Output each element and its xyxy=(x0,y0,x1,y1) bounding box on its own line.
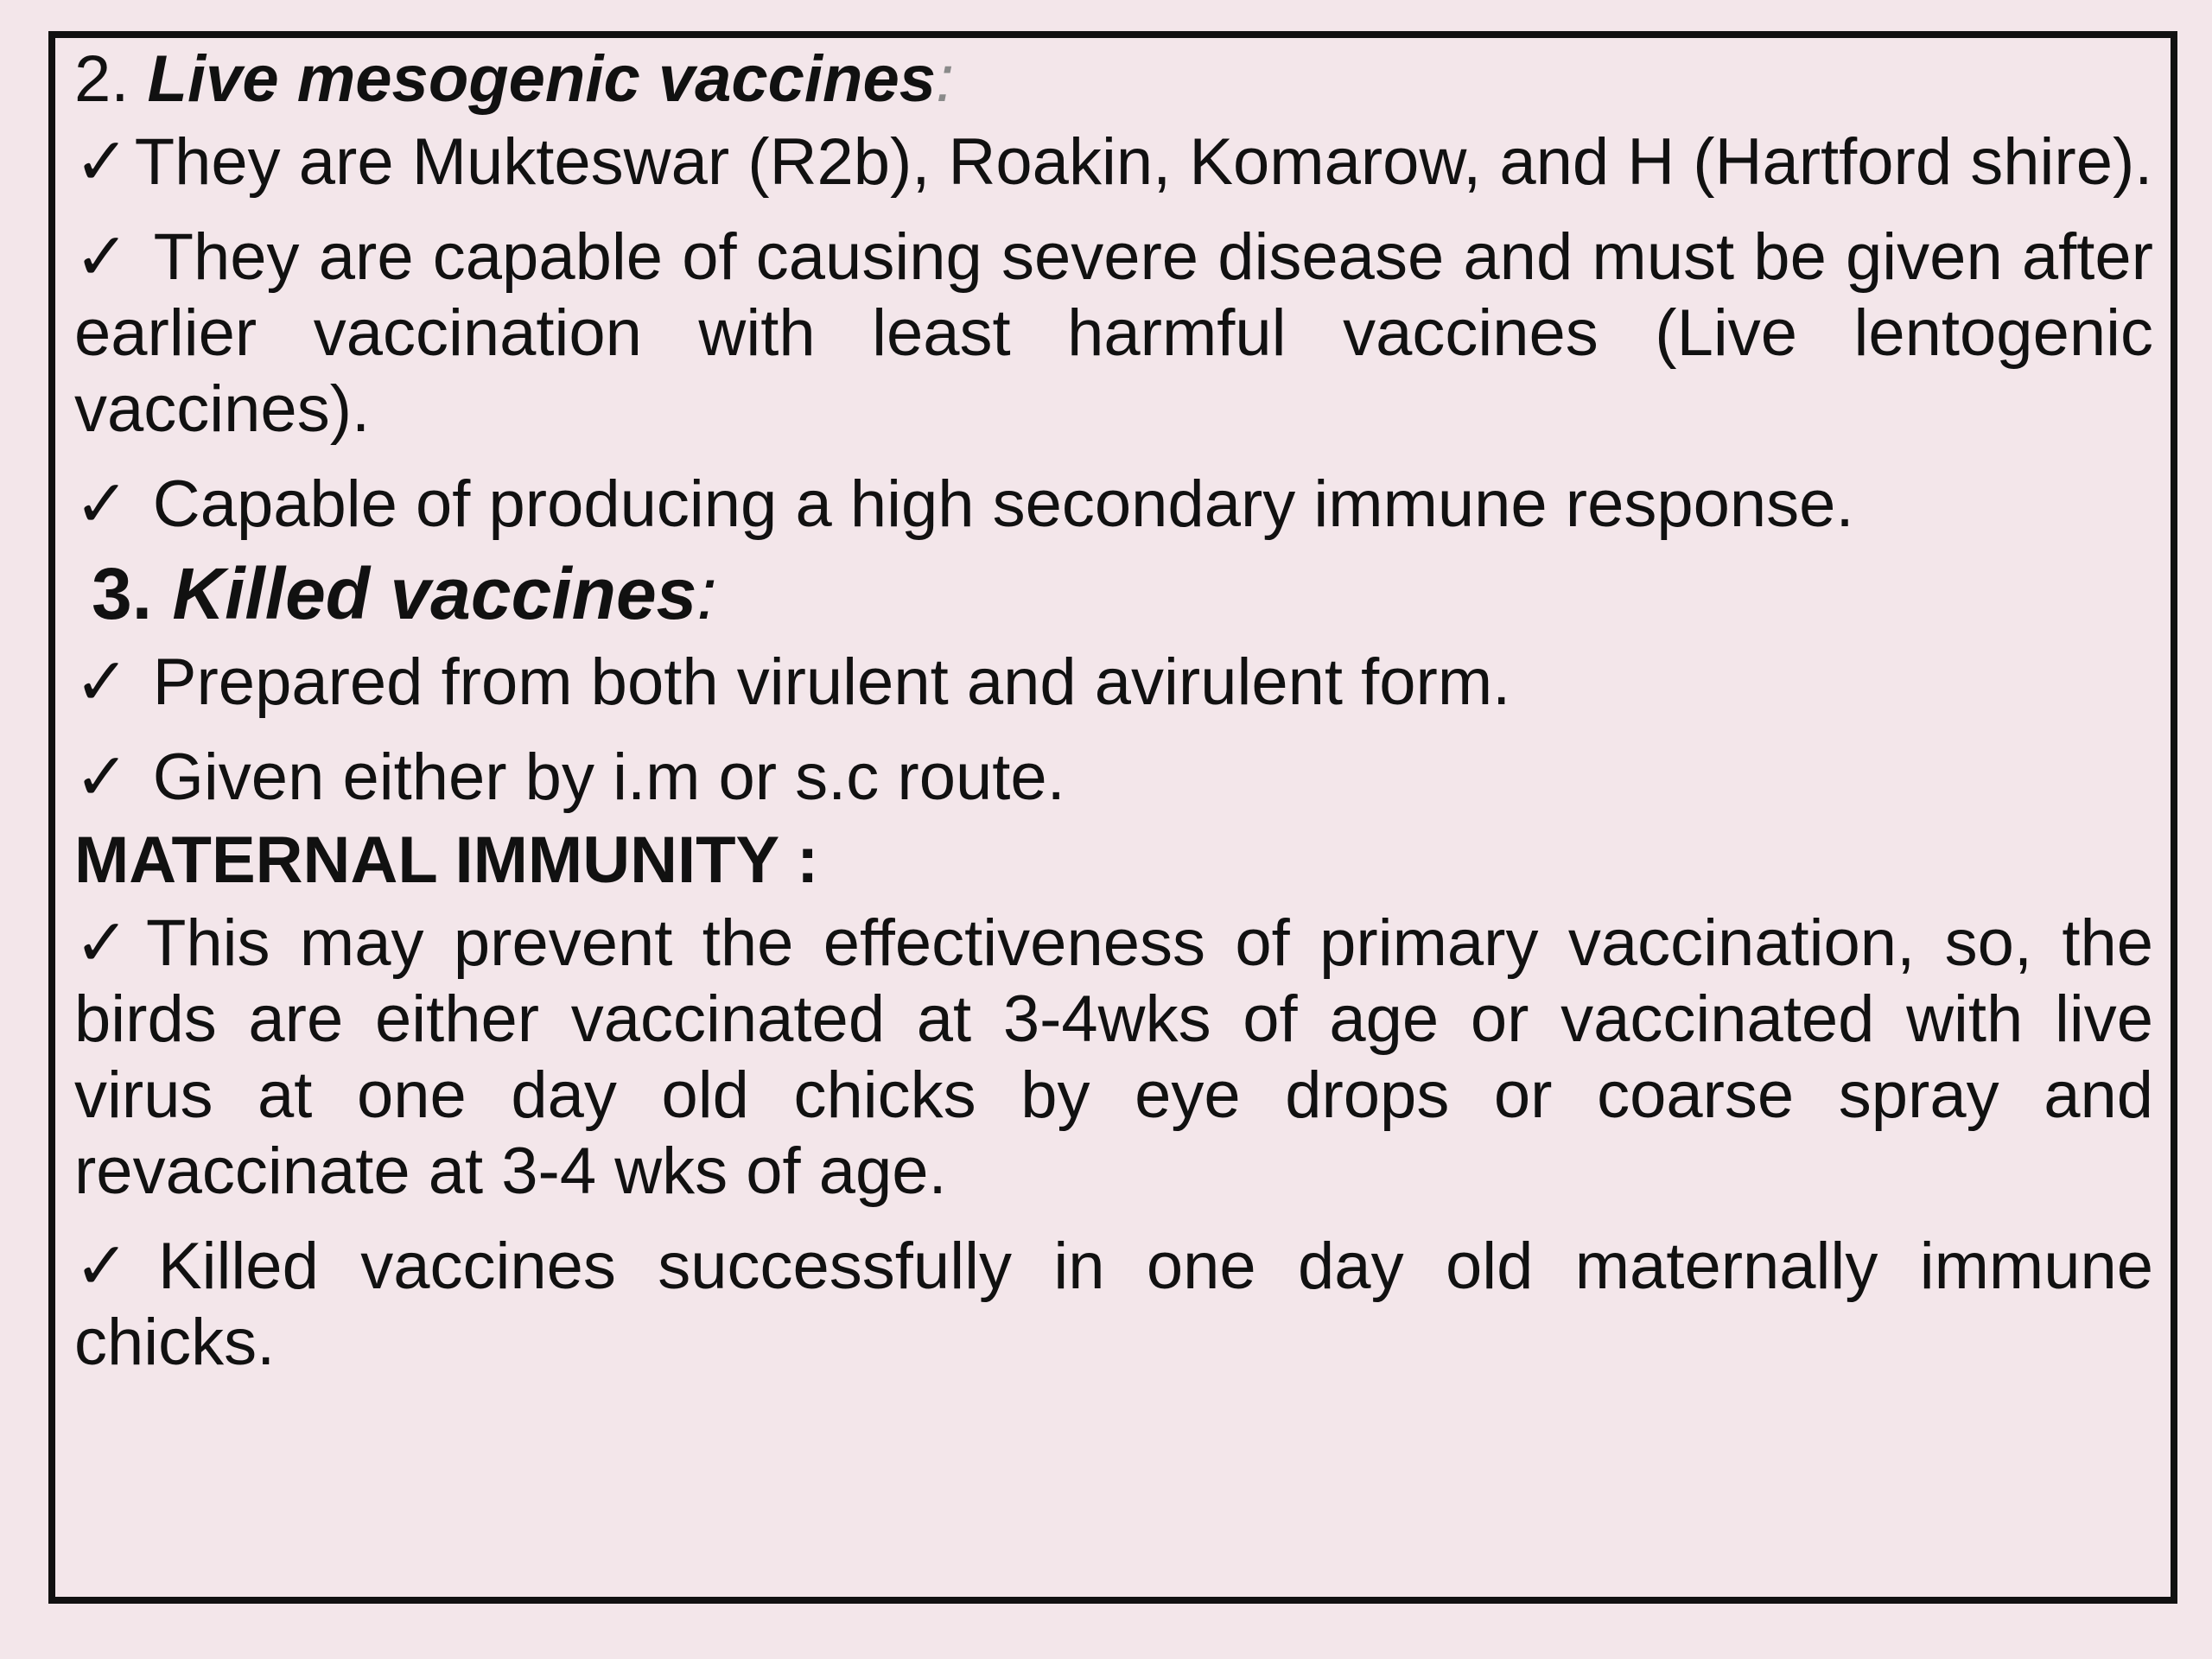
checkmark-icon: ✓ xyxy=(74,645,130,719)
bullet-maternal-killed xyxy=(74,1229,2153,1381)
checkmark-icon: ✓ xyxy=(74,125,130,199)
checkmark-icon: ✓ xyxy=(74,1230,153,1303)
bullet-text: This may prevent the effectiveness of primary vaccination, so, the birds are either vaccinated at 3-4wks of age or vaccinated with live virus at one day old chicks by eye drops or coarse spray and revaccinate at 3-4 wks of age. xyxy=(74,906,2153,1208)
bullet-text: Given either by i.m or s.c route. xyxy=(134,741,1065,814)
section-2-number: 2. xyxy=(74,42,130,116)
maternal-immunity-heading: MATERNAL IMMUNITY : xyxy=(74,823,819,897)
bullet-mesogenic-strains xyxy=(74,124,2153,200)
bullet-text: Prepared from both virulent and avirulent form. xyxy=(134,645,1511,719)
bullet-mesogenic-severe xyxy=(74,219,2153,448)
bullet-killed-prepared xyxy=(74,645,2153,721)
section-2-title: Live mesogenic vaccines xyxy=(147,42,936,116)
checkmark-icon: ✓ xyxy=(74,906,141,980)
slide-content xyxy=(74,35,2153,1381)
checkmark-icon: ✓ xyxy=(74,741,130,814)
bullet-mesogenic-immune xyxy=(74,467,2153,543)
section-2-heading xyxy=(74,35,2153,124)
bullet-killed-route xyxy=(74,740,2153,816)
bullet-maternal-prevent xyxy=(74,906,2153,1210)
section-3-colon: : xyxy=(696,553,717,634)
section-3-heading xyxy=(74,543,2153,645)
section-3-title: Killed vaccines xyxy=(172,553,697,634)
bullet-text: They are capable of causing severe disease and must be given after earlier vaccination with least harmful vaccines (Live lentogenic vaccines). xyxy=(74,220,2153,446)
bullet-text: They are Mukteswar (R2b), Roakin, Komarow, and H (Hartford shire). xyxy=(134,125,2153,199)
bullet-text: Capable of producing a high secondary immune response. xyxy=(134,467,1854,541)
section-3-number: 3. xyxy=(92,553,153,634)
checkmark-icon: ✓ xyxy=(74,467,130,541)
bullet-text: Killed vaccines successfully in one day old maternally immune chicks. xyxy=(74,1230,2154,1379)
section-2-colon: : xyxy=(936,42,955,116)
checkmark-icon: ✓ xyxy=(74,220,130,294)
